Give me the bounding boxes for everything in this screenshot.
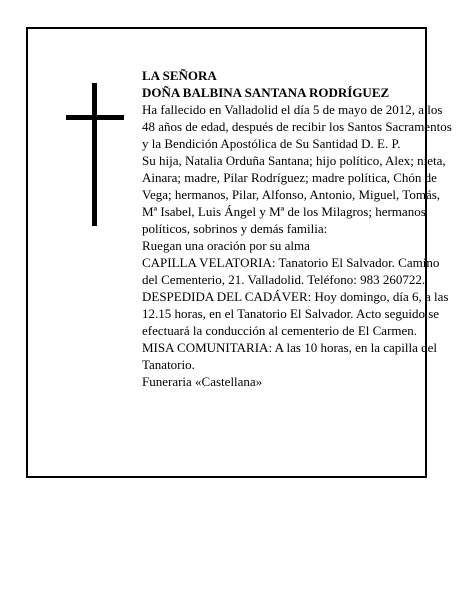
mass-info: MISA COMUNITARIA: A las 10 horas, en la capilla del Tanatorio. [142,340,438,372]
cross-icon-bar [66,115,124,120]
prayer-request: Ruegan una oración por su alma [142,238,310,253]
obituary-notice [26,27,452,478]
obituary-text [142,67,454,390]
death-announcement: Ha fallecido en Valladolid el día 5 de mayo de 2012, a los 48 años de edad, después de recibir los Santos Sacramentos y la Bendición Apostólica de Su Santidad D. E. P. [142,102,452,151]
family-list: Su hija, Natalia Orduña Santana; hijo político, Alex; nieta, Ainara; madre, Pilar Rodríguez; madre política, Chón de Vega; hermanos, Pilar, Alfonso, Antonio, Miguel, Tomás, Mª Isabel, Luis Ángel y Mª de los Milagros; hermanos políticos, sobrinos y demás familia: [142,153,446,236]
deceased-name: DOÑA BALBINA SANTANA RODRÍGUEZ [142,85,390,100]
funeral-home: Funeraria «Castellana» [142,374,263,389]
notice-heading: LA SEÑORA [142,68,217,83]
farewell-info: DESPEDIDA DEL CADÁVER: Hoy domingo, día 6, a las 12.15 horas, en el Tanatorio El Salvador. Acto seguido se efectuará la conducción al cementerio de El Carmen. [142,289,449,338]
chapel-info: CAPILLA VELATORIA: Tanatorio El Salvador. Camino del Cementerio, 21. Valladolid. Teléfono: 983 260722. [142,255,440,287]
cross-icon [92,83,97,226]
